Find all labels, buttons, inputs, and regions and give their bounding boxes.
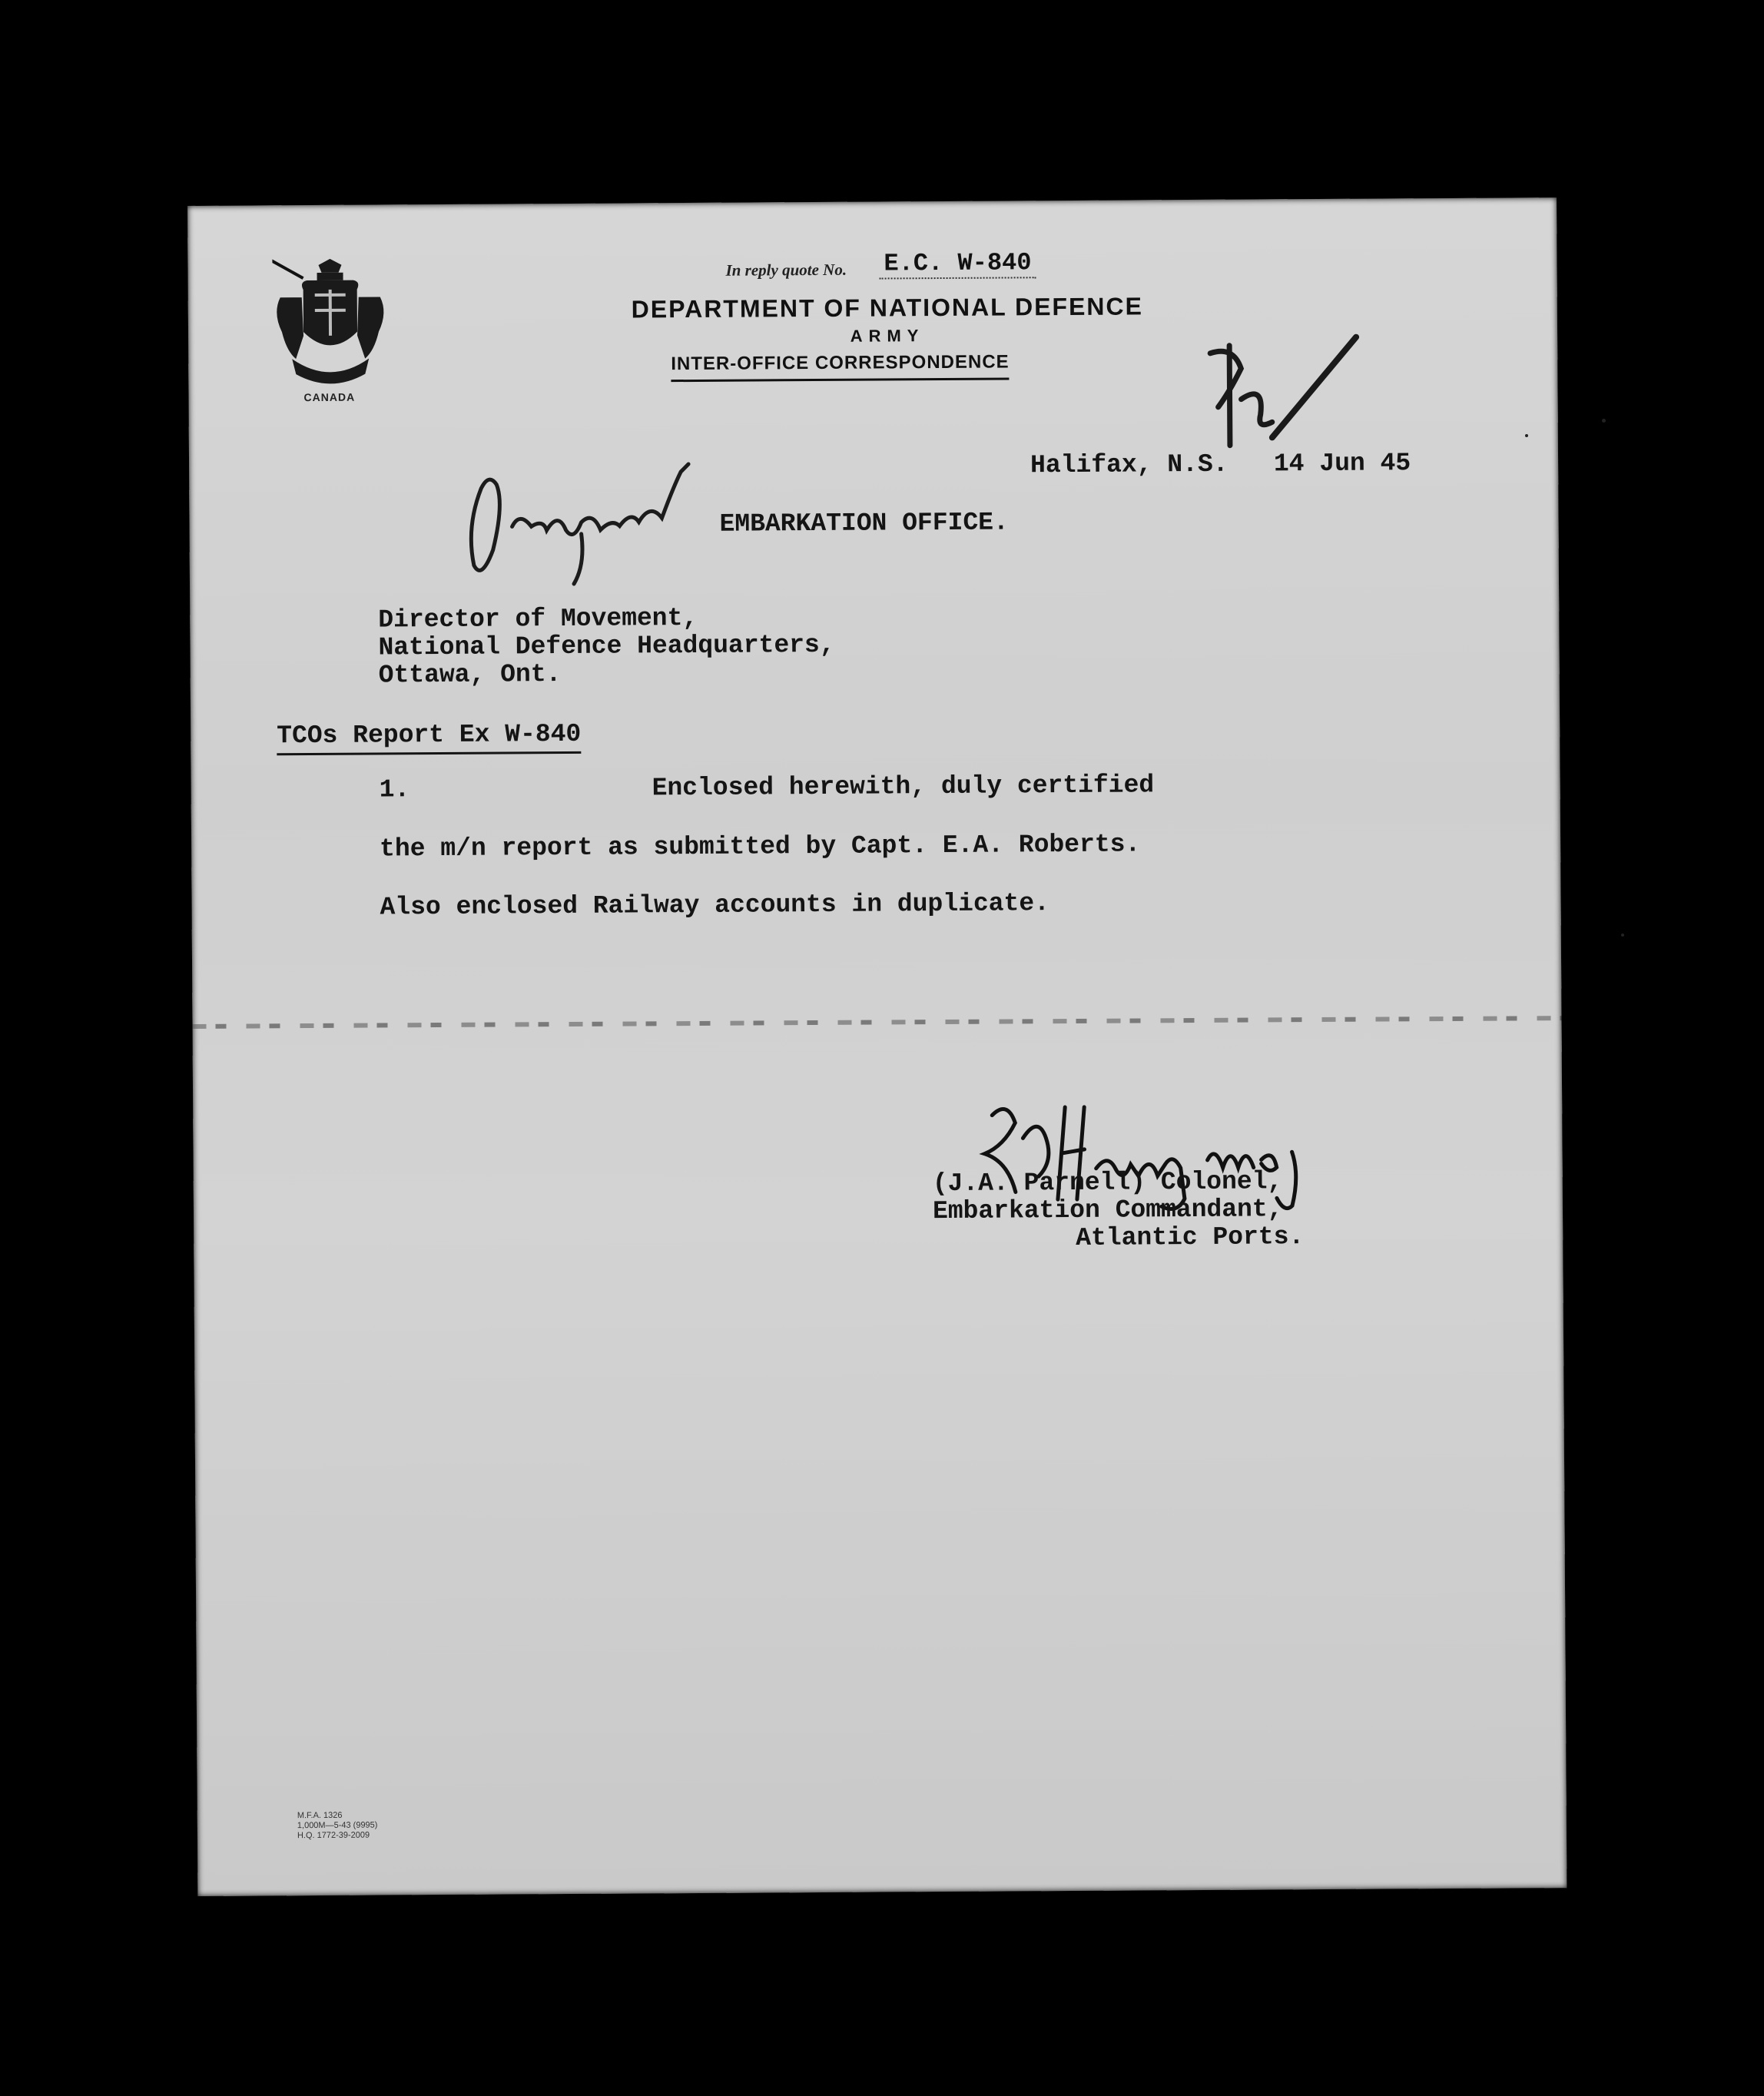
signatory-title-1: Embarkation Commandant, [932, 1195, 1283, 1226]
addressee-line-2: National Defence Headquarters, [378, 630, 835, 662]
addressee-line-3: Ottawa, Ont. [378, 660, 562, 690]
signatory-title-2: Atlantic Ports. [1076, 1222, 1305, 1252]
scan-speck [1621, 934, 1624, 937]
paragraph-number: 1. [379, 775, 410, 804]
reply-quote-label: In reply quote No. [725, 260, 847, 280]
letter-sheet [187, 197, 1567, 1896]
form-code-line-3: H.Q. 1772-39-2009 [297, 1830, 370, 1841]
place-and-date: Halifax, N.S. 14 Jun 45 [1030, 449, 1411, 480]
addressee-line-1: Director of Movement, [378, 603, 698, 635]
fold-line [193, 1016, 1562, 1029]
body-line-3: Also enclosed Railway accounts in duplicate. [380, 889, 1050, 922]
scan-speck [1525, 434, 1528, 437]
signatory-name: (J.A. Parnell) Colonel, [932, 1167, 1283, 1199]
body-line-2: the m/n report as submitted by Capt. E.A. Roberts. [380, 830, 1141, 864]
body-line-1: Enclosed herewith, duly certified [652, 771, 1155, 803]
subject-line: TCOs Report Ex W-840 [277, 720, 581, 755]
office-heading: EMBARKATION OFFICE. [719, 508, 1009, 539]
form-code-line-1: M.F.A. 1326 [297, 1810, 343, 1821]
correspondence-type-heading: INTER-OFFICE CORRESPONDENCE [671, 351, 1010, 382]
canada-coat-of-arms-icon [272, 258, 388, 390]
scan-speck [1602, 419, 1606, 423]
department-heading: DEPARTMENT OF NATIONAL DEFENCE [631, 292, 1144, 323]
handwritten-original-annotation [458, 456, 720, 589]
form-code [297, 1811, 378, 1842]
crest-caption: CANADA [303, 390, 356, 404]
branch-heading: ARMY [850, 326, 925, 346]
form-code-line-2: 1,000M—5-43 (9995) [297, 1820, 378, 1831]
handwritten-initials [1187, 321, 1388, 469]
reply-quote-number: E.C. W-840 [879, 248, 1036, 279]
